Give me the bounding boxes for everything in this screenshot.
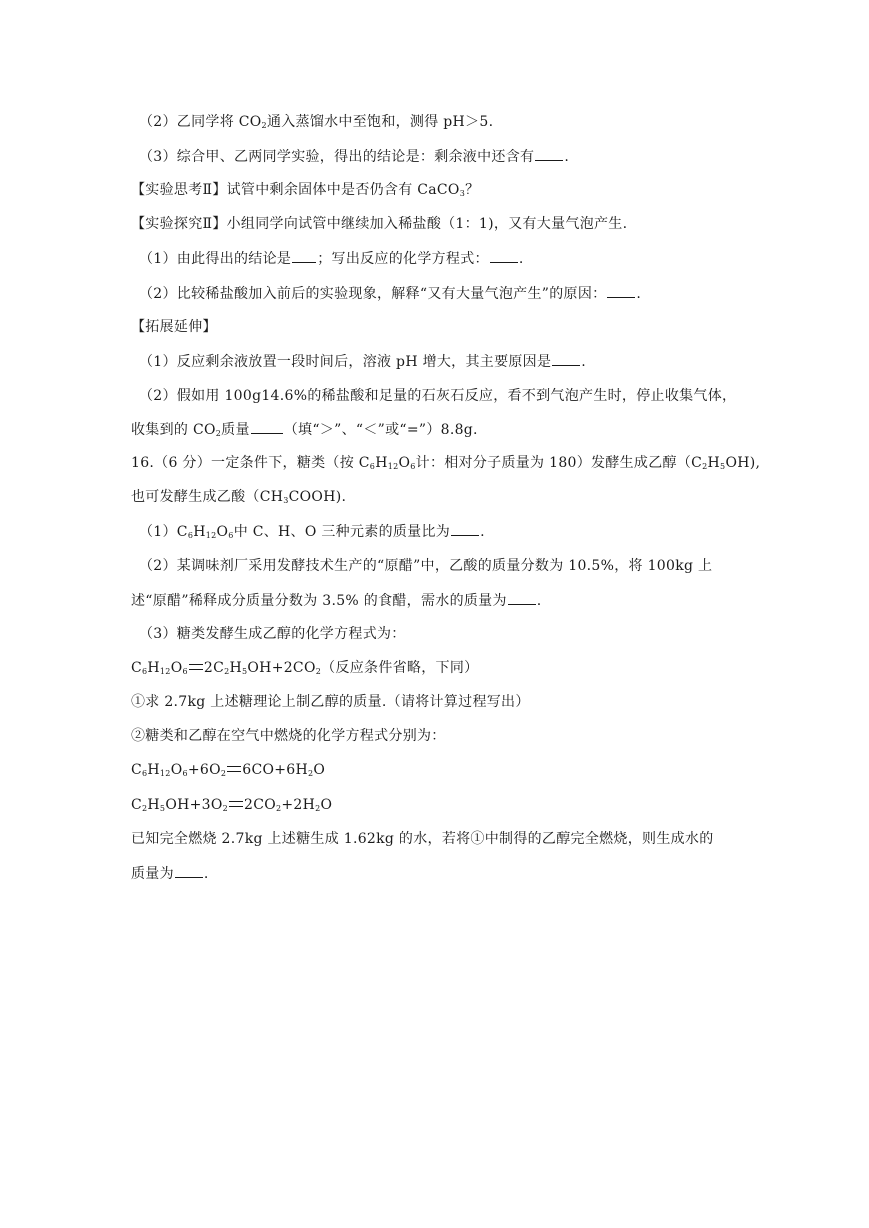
inquiry-2-part-1-line: （1）由此得出的结论是 ；写出反应的化学方程式： . [139,248,524,269]
answer-blank[interactable] [251,419,283,434]
answer-blank[interactable] [552,351,580,366]
inquiry-2-part-2-line: （2）比较稀盐酸加入前后的实验现象，解释“又有大量气泡产生”的原因： . [139,283,641,304]
experiment-thinking-2-heading: 【实验思考Ⅱ】试管中剩余固体中是否仍含有 CaCO$_3$？ [131,182,480,198]
answer-blank[interactable] [175,863,203,878]
combustion-question-line: 已知完全燃烧 2.7kg 上述糖生成 1.62kg 的水，若将①中制得的乙醇完全燃烧，则生成水的 [131,831,714,847]
question-15-part-2-line: （2）乙同学将 $CO_2$通入蒸馏水中至饱和，测得 pH＞5. [139,114,494,130]
sub-question-2-line: ②糖类和乙醇在空气中燃烧的化学方程式分别为： [131,728,446,744]
equals-sign-icon [227,766,241,772]
question-16-stem-continuation: 也可发酵生成乙酸$(CH_3COOH)$. [131,489,347,505]
extension-part-2-line: （2）假如用 100g14.6%的稀盐酸和足量的石灰石反应，看不到气泡产生时，停止收集气体， [139,388,737,404]
fermentation-equation: $C_6H_{12}O_6$ $2C_2H_5OH+2CO_2$（反应条件省略，下同） [131,660,479,676]
combustion-question-continuation: 质量为 . [131,863,209,884]
extension-part-2-continuation: 收集到的 $CO_2$质量 （填“＞”、“＜”或“=”）8.8g. [131,419,478,440]
ethanol-combustion-equation: $C_2H_5OH+3O_2$ $2CO_2+2H_2O$ [131,797,333,813]
answer-blank[interactable] [607,283,635,298]
equals-sign-icon [229,801,243,807]
question-16-stem-line: 16.（6 分）一定条件下，糖类（按 $C_6H_{12}O_6$计：相对分子质量为 180）发酵生成乙醇$(C_2H_5OH)$, [131,455,761,471]
question-16-part-2-continuation: 述“原醋”稀释成分质量分数为 3.5% 的食醋，需水的质量为 . [131,590,542,611]
question-16-part-3-line: （3）糖类发酵生成乙醇的化学方程式为： [139,626,406,642]
answer-blank[interactable] [292,248,316,263]
answer-blank[interactable] [535,146,563,161]
experiment-inquiry-2-heading: 【实验探究Ⅱ】小组同学向试管中继续加入稀盐酸（1：1)，又有大量气泡产生. [131,216,628,232]
sub-question-1-line: ①求 2.7kg 上述糖理论上制乙醇的质量.（请将计算过程写出） [131,694,530,710]
answer-blank[interactable] [451,521,479,536]
answer-blank[interactable] [490,248,518,263]
extension-heading: 【拓展延伸】 [131,319,217,335]
answer-blank[interactable] [508,590,536,605]
extension-part-1-line: （1）反应剩余液放置一段时间后，溶液 pH 增大，其主要原因是 . [139,351,586,372]
sugar-combustion-equation: $C_6H_{12}O_6+6O_2$ $6CO+6H_2O$ [131,762,326,778]
question-15-part-3-line: （3）综合甲、乙两同学实验，得出的结论是：剩余液中还含有 . [139,146,569,167]
question-16-part-2-line: （2）某调味剂厂采用发酵技术生产的“原醋”中，乙酸的质量分数为 10.5%，将 100kg 上 [139,558,713,574]
equals-sign-icon [189,664,203,670]
question-16-part-1-line: $(1)C_6H_{12}O_6$中 C、H、O 三种元素的质量比为 . [139,521,485,542]
